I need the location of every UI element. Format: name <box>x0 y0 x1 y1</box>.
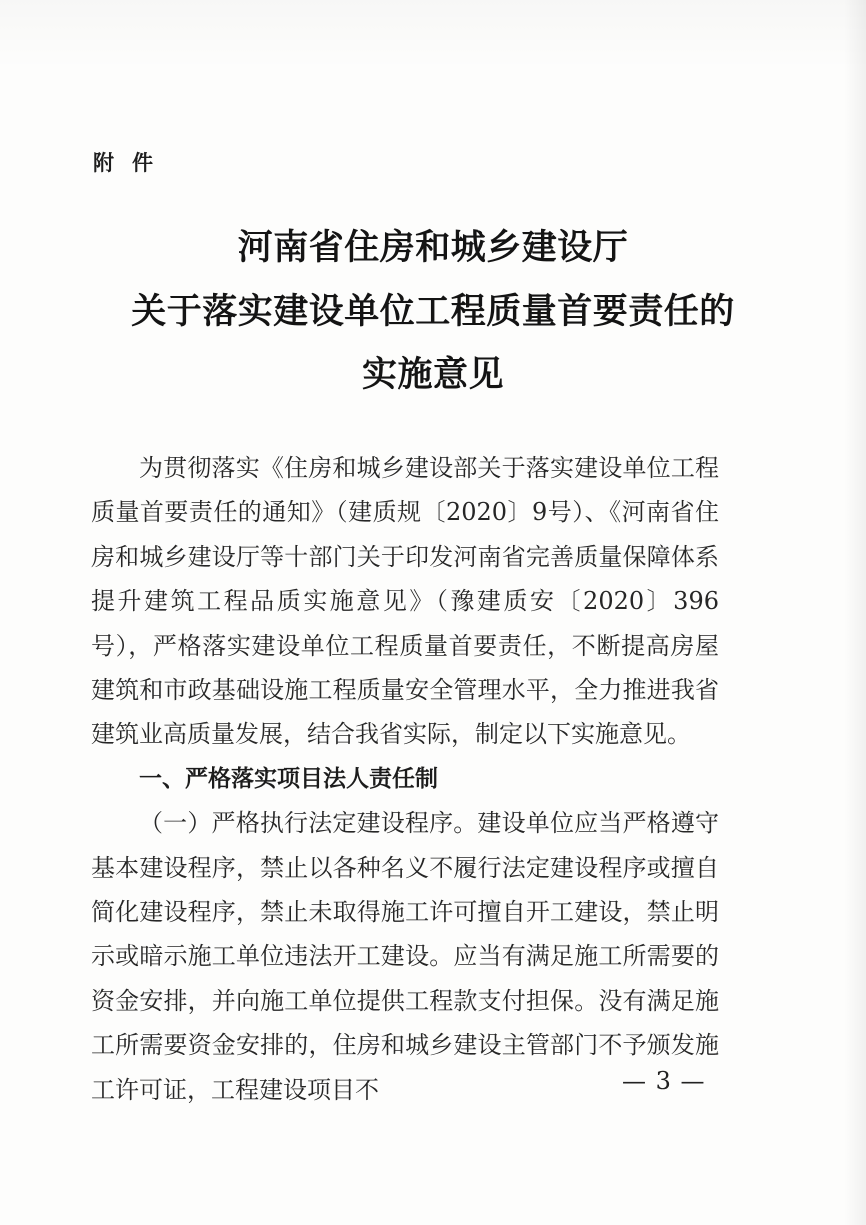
page-number: — 3 — <box>622 1067 706 1095</box>
scan-shadow-top <box>0 0 866 70</box>
document-title-line-1: 河南省住房和城乡建设厅 <box>237 227 629 268</box>
attachment-label <box>93 147 155 177</box>
attachment-label-char: 附 <box>93 151 116 175</box>
section-heading: 一、严格落实项目法人责任制 <box>139 765 438 792</box>
intro-paragraph: 为贯彻落实《住房和城乡建设部关于落实建设单位工程质量首要责任的通知》（建质规〔2020〕9号）、《河南省住房和城乡建设厅等十部门关于印发河南省完善质量保障体系提升建筑工程品质实施意见》（豫建质安〔2020〕396号），严格落实建设单位工程质量首要责任，不断提高房屋建筑和市政基础设施工程质量安全管理水平，全力推进我省建筑业高质量发展，结合我省实际，制定以下实施意见。 <box>91 454 719 749</box>
document-title-line-3: 实施意见 <box>361 354 504 395</box>
scan-shadow-right <box>844 0 866 1225</box>
clause-paragraph: （一）严格执行法定建设程序。建设单位应当严格遵守基本建设程序，禁止以各种名义不履行法定建设程序或擅自简化建设程序，禁止未取得施工许可擅自开工建设，禁止明示或暗示施工单位违法开工建设。应当有满足施工所需要的资金安排，并向施工单位提供工程款支付担保。没有满足施工所需要资金安排的，住房和城乡建设主管部门不予颁发施工许可证，工程建设项目不 <box>91 809 719 1104</box>
document-title-line-2: 关于落实建设单位工程质量首要责任的 <box>131 291 735 332</box>
document-body <box>91 446 719 1112</box>
attachment-label-char: 件 <box>132 151 155 175</box>
